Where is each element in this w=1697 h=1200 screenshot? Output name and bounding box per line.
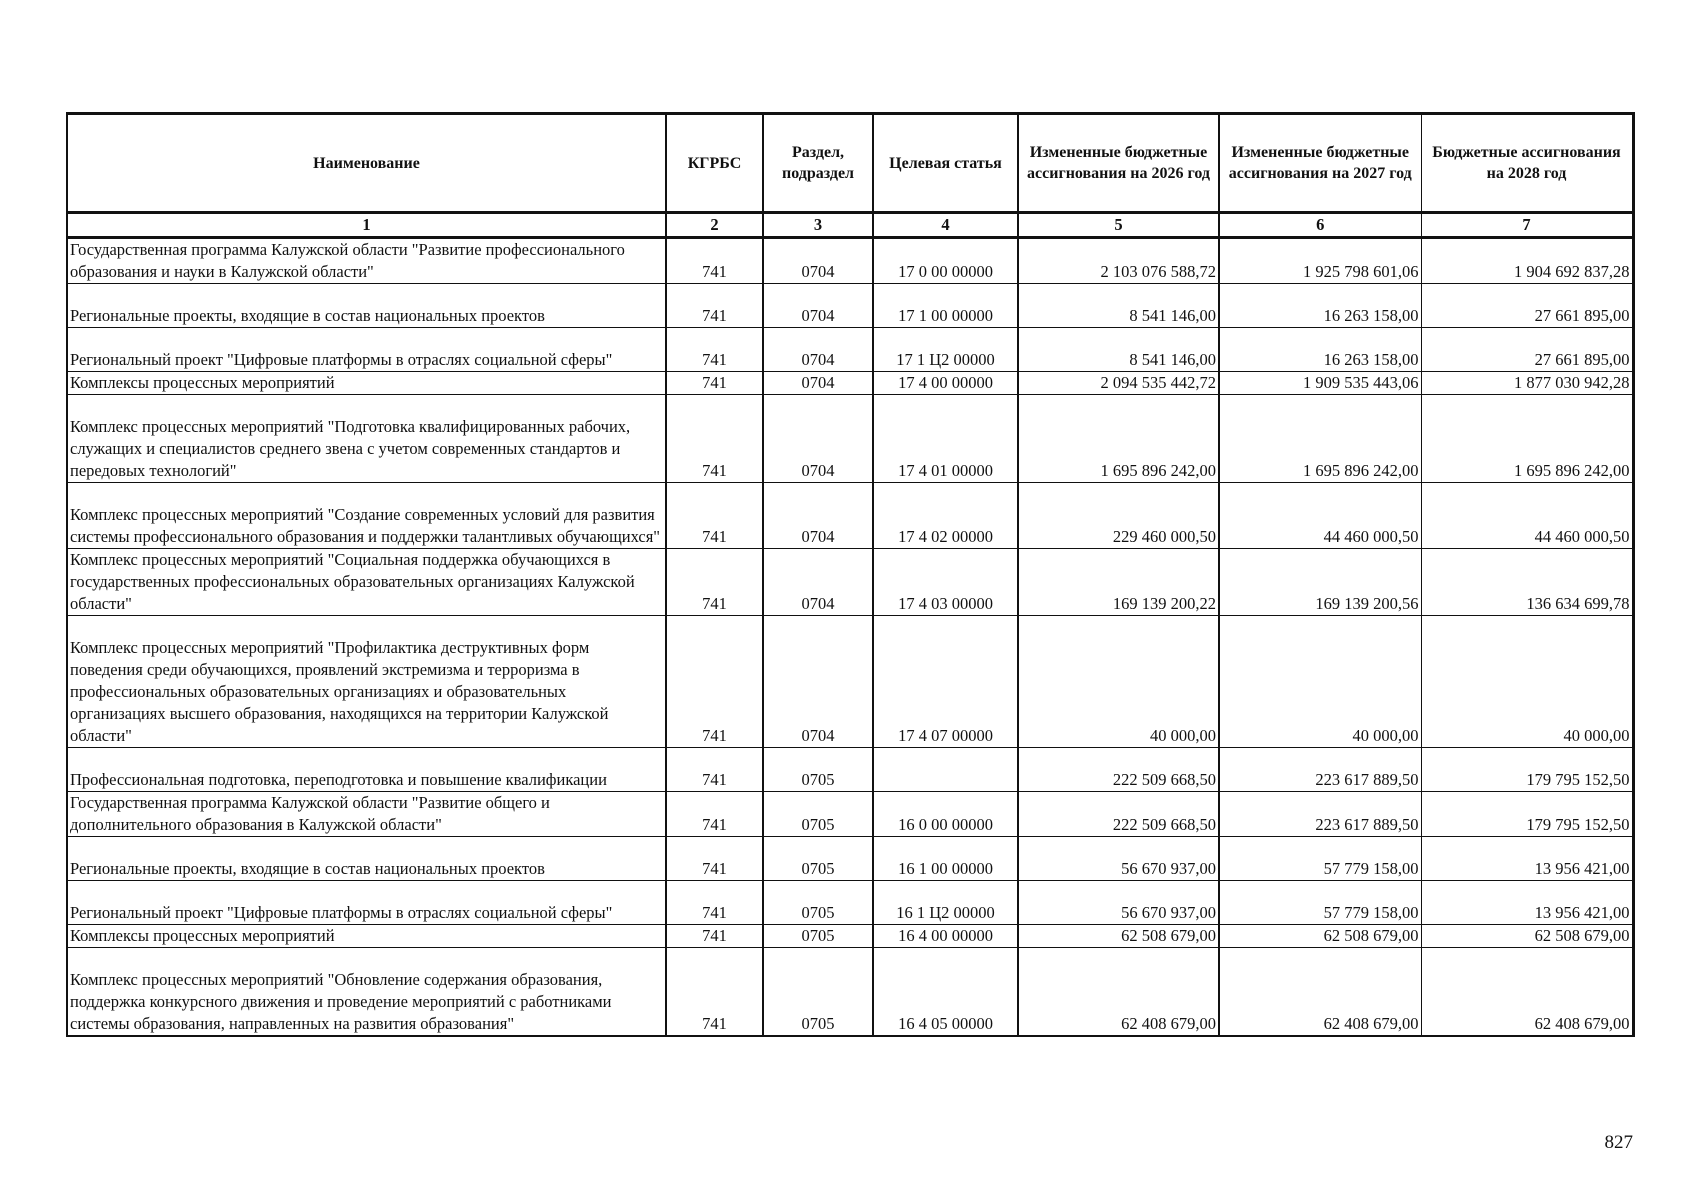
cell-amount-2026: 8 541 146,00 — [1018, 284, 1219, 328]
table-row — [67, 616, 1633, 748]
cell-kgrbs: 741 — [666, 395, 763, 483]
cell-name: Комплекс процессных мероприятий "Профилактика деструктивных форм поведения среди обучающихся, проявлений экстремизма и терроризма в профессиональных образовательных организациях и образовательных организациях высшего образования, находящихся на территории Калужской области" — [67, 616, 666, 748]
cell-section: 0705 — [763, 792, 873, 837]
table-row — [67, 881, 1633, 925]
header-2026: Измененные бюджетные ассигнования на 2026 год — [1018, 114, 1219, 213]
column-number: 5 — [1018, 213, 1219, 238]
cell-article: 16 1 00 00000 — [873, 837, 1018, 881]
cell-kgrbs: 741 — [666, 616, 763, 748]
cell-amount-2027: 16 263 158,00 — [1219, 284, 1421, 328]
cell-name: Региональные проекты, входящие в состав национальных проектов — [67, 284, 666, 328]
table-row — [67, 372, 1633, 395]
table-row — [67, 837, 1633, 881]
column-number: 2 — [666, 213, 763, 238]
cell-amount-2026: 222 509 668,50 — [1018, 748, 1219, 792]
cell-amount-2027: 44 460 000,50 — [1219, 483, 1421, 549]
cell-amount-2028: 1 695 896 242,00 — [1421, 395, 1633, 483]
cell-kgrbs: 741 — [666, 837, 763, 881]
cell-kgrbs: 741 — [666, 925, 763, 948]
cell-amount-2027: 40 000,00 — [1219, 616, 1421, 748]
cell-article — [873, 748, 1018, 792]
cell-amount-2026: 2 103 076 588,72 — [1018, 238, 1219, 284]
cell-amount-2028: 179 795 152,50 — [1421, 748, 1633, 792]
cell-name: Комплекс процессных мероприятий "Социальная поддержка обучающихся в государственных профессиональных образовательных организациях Калужской области" — [67, 549, 666, 616]
cell-name: Государственная программа Калужской области "Развитие профессионального образования и науки в Калужской области" — [67, 238, 666, 284]
cell-amount-2026: 62 508 679,00 — [1018, 925, 1219, 948]
cell-amount-2026: 1 695 896 242,00 — [1018, 395, 1219, 483]
cell-kgrbs: 741 — [666, 948, 763, 1036]
cell-section: 0704 — [763, 483, 873, 549]
cell-article: 17 4 07 00000 — [873, 616, 1018, 748]
header-2027: Измененные бюджетные ассигнования на 2027 год — [1219, 114, 1421, 213]
table-row — [67, 549, 1633, 616]
cell-name: Региональный проект "Цифровые платформы в отраслях социальной сферы" — [67, 328, 666, 372]
cell-amount-2027: 1 925 798 601,06 — [1219, 238, 1421, 284]
table-row — [67, 748, 1633, 792]
cell-article: 16 1 Ц2 00000 — [873, 881, 1018, 925]
table-row — [67, 238, 1633, 284]
cell-amount-2026: 229 460 000,50 — [1018, 483, 1219, 549]
cell-section: 0704 — [763, 284, 873, 328]
cell-amount-2028: 1 904 692 837,28 — [1421, 238, 1633, 284]
cell-article: 16 0 00 00000 — [873, 792, 1018, 837]
cell-kgrbs: 741 — [666, 372, 763, 395]
cell-article: 17 1 00 00000 — [873, 284, 1018, 328]
cell-name: Комплекс процессных мероприятий "Создание современных условий для развития системы профессионального образования и поддержки талантливых обучающихся" — [67, 483, 666, 549]
table-row — [67, 792, 1633, 837]
cell-name: Региональные проекты, входящие в состав национальных проектов — [67, 837, 666, 881]
page-number: 827 — [1604, 1132, 1633, 1153]
cell-kgrbs: 741 — [666, 792, 763, 837]
cell-article: 16 4 00 00000 — [873, 925, 1018, 948]
cell-amount-2027: 223 617 889,50 — [1219, 792, 1421, 837]
cell-section: 0704 — [763, 372, 873, 395]
cell-kgrbs: 741 — [666, 748, 763, 792]
column-number: 1 — [67, 213, 666, 238]
cell-amount-2028: 62 408 679,00 — [1421, 948, 1633, 1036]
cell-amount-2028: 136 634 699,78 — [1421, 549, 1633, 616]
cell-kgrbs: 741 — [666, 238, 763, 284]
cell-amount-2028: 13 956 421,00 — [1421, 881, 1633, 925]
cell-article: 17 4 01 00000 — [873, 395, 1018, 483]
cell-amount-2026: 62 408 679,00 — [1018, 948, 1219, 1036]
cell-amount-2026: 56 670 937,00 — [1018, 837, 1219, 881]
cell-section: 0705 — [763, 748, 873, 792]
column-number: 7 — [1421, 213, 1633, 238]
cell-amount-2026: 56 670 937,00 — [1018, 881, 1219, 925]
cell-amount-2028: 62 508 679,00 — [1421, 925, 1633, 948]
table-row — [67, 925, 1633, 948]
cell-article: 17 1 Ц2 00000 — [873, 328, 1018, 372]
column-number: 4 — [873, 213, 1018, 238]
cell-name: Комплекс процессных мероприятий "Обновление содержания образования, поддержка конкурсного движения и проведение мероприятий с работниками системы образования, направленных на развития образования" — [67, 948, 666, 1036]
cell-name: Региональный проект "Цифровые платформы в отраслях социальной сферы" — [67, 881, 666, 925]
cell-article: 17 0 00 00000 — [873, 238, 1018, 284]
cell-amount-2028: 13 956 421,00 — [1421, 837, 1633, 881]
cell-amount-2027: 62 508 679,00 — [1219, 925, 1421, 948]
table-body — [67, 238, 1633, 1036]
cell-kgrbs: 741 — [666, 549, 763, 616]
column-number: 6 — [1219, 213, 1421, 238]
budget-table — [66, 112, 1635, 1037]
cell-amount-2026: 169 139 200,22 — [1018, 549, 1219, 616]
header-section: Раздел, подраздел — [763, 114, 873, 213]
cell-amount-2027: 1 909 535 443,06 — [1219, 372, 1421, 395]
cell-section: 0704 — [763, 238, 873, 284]
cell-amount-2028: 40 000,00 — [1421, 616, 1633, 748]
table-row — [67, 328, 1633, 372]
header-article: Целевая статья — [873, 114, 1018, 213]
cell-article: 16 4 05 00000 — [873, 948, 1018, 1036]
cell-amount-2026: 222 509 668,50 — [1018, 792, 1219, 837]
table-row — [67, 483, 1633, 549]
cell-article: 17 4 03 00000 — [873, 549, 1018, 616]
cell-amount-2027: 169 139 200,56 — [1219, 549, 1421, 616]
cell-section: 0705 — [763, 881, 873, 925]
cell-amount-2028: 1 877 030 942,28 — [1421, 372, 1633, 395]
cell-amount-2027: 57 779 158,00 — [1219, 837, 1421, 881]
cell-amount-2028: 179 795 152,50 — [1421, 792, 1633, 837]
table-header-row — [67, 114, 1633, 213]
cell-kgrbs: 741 — [666, 328, 763, 372]
cell-kgrbs: 741 — [666, 483, 763, 549]
cell-amount-2028: 27 661 895,00 — [1421, 328, 1633, 372]
header-name: Наименование — [67, 114, 666, 213]
cell-section: 0705 — [763, 925, 873, 948]
cell-section: 0704 — [763, 549, 873, 616]
cell-article: 17 4 02 00000 — [873, 483, 1018, 549]
cell-amount-2027: 57 779 158,00 — [1219, 881, 1421, 925]
cell-name: Комплексы процессных мероприятий — [67, 925, 666, 948]
cell-amount-2027: 1 695 896 242,00 — [1219, 395, 1421, 483]
cell-section: 0705 — [763, 948, 873, 1036]
table-row — [67, 284, 1633, 328]
table-row — [67, 948, 1633, 1036]
cell-section: 0704 — [763, 616, 873, 748]
cell-amount-2027: 62 408 679,00 — [1219, 948, 1421, 1036]
cell-section: 0704 — [763, 395, 873, 483]
cell-kgrbs: 741 — [666, 881, 763, 925]
cell-kgrbs: 741 — [666, 284, 763, 328]
cell-name: Профессиональная подготовка, переподготовка и повышение квалификации — [67, 748, 666, 792]
header-kgrbs: КГРБС — [666, 114, 763, 213]
cell-amount-2027: 16 263 158,00 — [1219, 328, 1421, 372]
cell-article: 17 4 00 00000 — [873, 372, 1018, 395]
cell-amount-2028: 27 661 895,00 — [1421, 284, 1633, 328]
header-2028: Бюджетные ассигнования на 2028 год — [1421, 114, 1633, 213]
column-number-row — [67, 213, 1633, 238]
cell-name: Государственная программа Калужской области "Развитие общего и дополнительного образования в Калужской области" — [67, 792, 666, 837]
cell-amount-2028: 44 460 000,50 — [1421, 483, 1633, 549]
cell-amount-2026: 40 000,00 — [1018, 616, 1219, 748]
cell-amount-2027: 223 617 889,50 — [1219, 748, 1421, 792]
cell-name: Комплекс процессных мероприятий "Подготовка квалифицированных рабочих, служащих и специалистов среднего звена с учетом современных стандартов и передовых технологий" — [67, 395, 666, 483]
cell-amount-2026: 8 541 146,00 — [1018, 328, 1219, 372]
column-number: 3 — [763, 213, 873, 238]
cell-section: 0704 — [763, 328, 873, 372]
table-row — [67, 395, 1633, 483]
cell-amount-2026: 2 094 535 442,72 — [1018, 372, 1219, 395]
cell-section: 0705 — [763, 837, 873, 881]
cell-name: Комплексы процессных мероприятий — [67, 372, 666, 395]
